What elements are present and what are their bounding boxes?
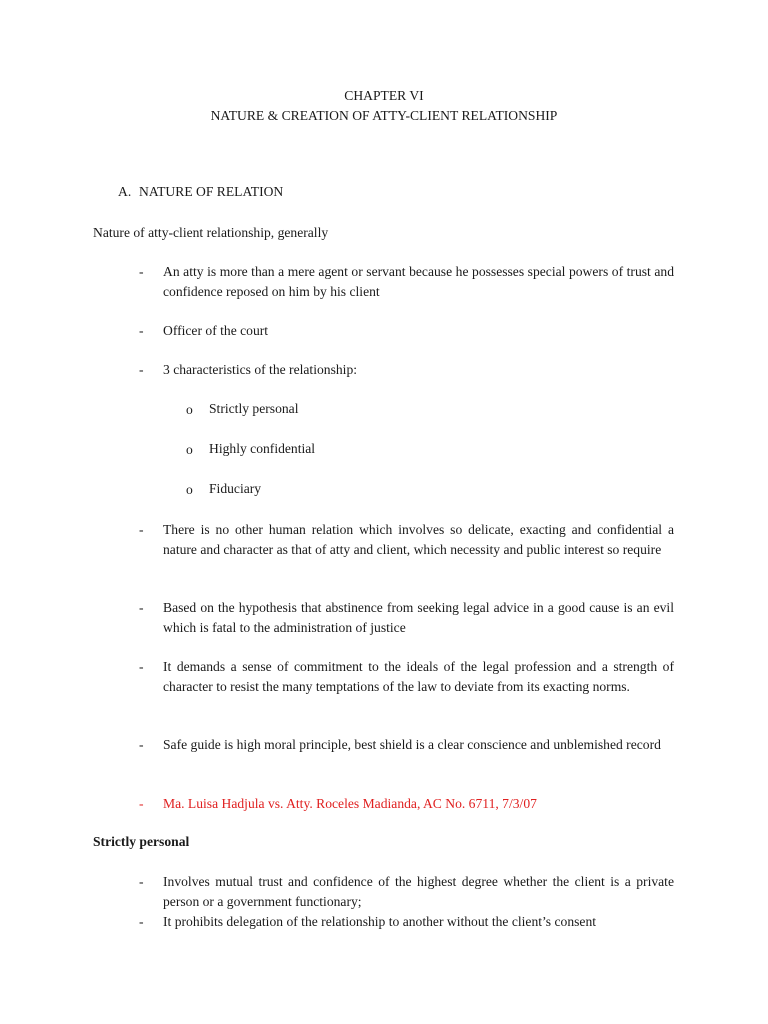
chapter-title: NATURE & CREATION OF ATTY-CLIENT RELATIONSHIP bbox=[210, 108, 558, 123]
bullet-item: Involves mutual trust and confidence of the highest degree whether the client is a private person or a government functionary; bbox=[163, 874, 674, 909]
sub-bullet-marker: o bbox=[186, 442, 193, 457]
bullet-item: Officer of the court bbox=[163, 323, 269, 338]
bullet-item: An atty is more than a mere agent or servant because he possesses special powers of trust and confidence reposed on him by his client bbox=[163, 264, 674, 299]
case-citation: Ma. Luisa Hadjula vs. Atty. Roceles Madianda, AC No. 6711, 7/3/07 bbox=[163, 796, 537, 811]
sub-bullet-item: Highly confidential bbox=[209, 441, 316, 456]
sub-bullet-item: Fiduciary bbox=[209, 481, 262, 496]
intro-line: Nature of atty-client relationship, generally bbox=[93, 225, 329, 240]
bullet-item: It demands a sense of commitment to the ideals of the legal profession and a strength of character to resist the many temptations of the law to deviate from its exacting norms. bbox=[163, 659, 674, 694]
bullet-dash: - bbox=[139, 659, 144, 674]
section-heading: NATURE OF RELATION bbox=[139, 184, 284, 199]
sub-bullet-marker: o bbox=[186, 402, 193, 417]
bullet-dash: - bbox=[139, 362, 144, 377]
chapter-number: CHAPTER VI bbox=[344, 88, 424, 103]
bullet-item: There is no other human relation which involves so delicate, exacting and confidential a nature and character as that of atty and client, which necessity and public interest so require bbox=[163, 522, 674, 557]
bullet-dash: - bbox=[139, 522, 144, 537]
bullet-item: Safe guide is high moral principle, best shield is a clear conscience and unblemished record bbox=[163, 737, 661, 752]
bullet-dash: - bbox=[139, 600, 144, 615]
subsection-heading: Strictly personal bbox=[93, 834, 190, 849]
bullet-item: Based on the hypothesis that abstinence from seeking legal advice in a good cause is an evil which is fatal to the administration of justice bbox=[163, 600, 674, 635]
bullet-dash: - bbox=[139, 323, 144, 338]
bullet-dash: - bbox=[139, 264, 144, 279]
section-marker: A. bbox=[118, 184, 132, 199]
sub-bullet-item: Strictly personal bbox=[209, 401, 299, 416]
bullet-item: 3 characteristics of the relationship: bbox=[163, 362, 358, 377]
bullet-dash: - bbox=[139, 914, 144, 929]
bullet-item: It prohibits delegation of the relationship to another without the client’s consent bbox=[163, 914, 597, 929]
citation-dash: - bbox=[139, 796, 144, 811]
bullet-dash: - bbox=[139, 737, 144, 752]
sub-bullet-marker: o bbox=[186, 482, 193, 497]
bullet-dash: - bbox=[139, 874, 144, 889]
